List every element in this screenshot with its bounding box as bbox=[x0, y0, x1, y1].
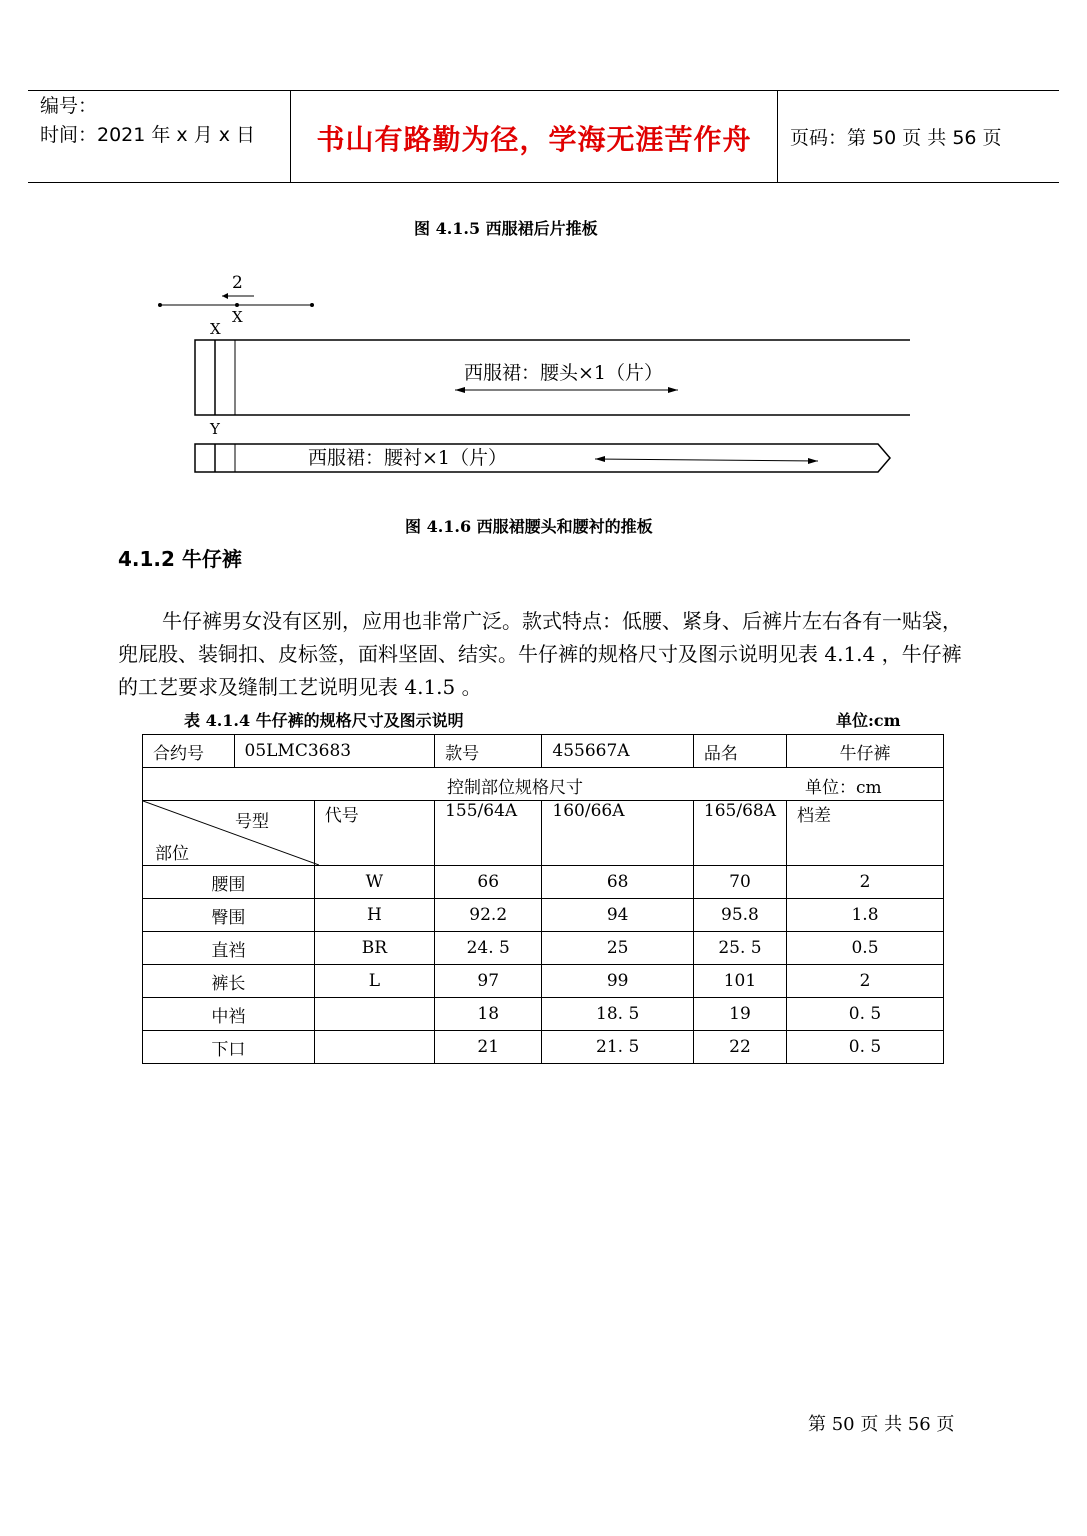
header-number-label: 编号： bbox=[40, 95, 98, 117]
header-meta bbox=[40, 92, 255, 150]
section-paragraph: 牛仔裤男女没有区别，应用也非常广泛。款式特点：低腰、紧身、后裤片左右各有一贴袋，兜屁股、装铜扣、皮标签，面料坚固、结实。牛仔裤的规格尺寸及图示说明见表 4.1.4 ，牛仔裤的工艺要求及缝制工艺说明见表 4.1.5 。 bbox=[118, 609, 962, 699]
arrow-head-icon bbox=[808, 458, 818, 464]
dimension-dot bbox=[235, 303, 239, 307]
table-title: 表 4.1.4 牛仔裤的规格尺寸及图示说明 bbox=[184, 711, 464, 730]
cell-size2: 25 bbox=[542, 932, 694, 965]
table-row bbox=[143, 735, 944, 768]
cell-code: W bbox=[314, 866, 434, 899]
cell-grade: 0. 5 bbox=[787, 998, 944, 1031]
cell-size3: 95.8 bbox=[693, 899, 786, 932]
cell-size3: 101 bbox=[693, 965, 786, 998]
cell-part: 中裆 bbox=[143, 998, 315, 1031]
cell-size3: 70 bbox=[693, 866, 786, 899]
cell-size2: 99 bbox=[542, 965, 694, 998]
cell-grade: 2 bbox=[787, 965, 944, 998]
cell-size3: 19 bbox=[693, 998, 786, 1031]
table-row bbox=[143, 932, 944, 965]
table-row bbox=[143, 866, 944, 899]
table-row bbox=[143, 1031, 944, 1064]
control-label: 控制部位规格尺寸 bbox=[447, 778, 583, 798]
dimension-dot bbox=[158, 303, 162, 307]
cell-size2: 94 bbox=[542, 899, 694, 932]
cell-part: 直裆 bbox=[143, 932, 315, 965]
size-header-2: 160/66A bbox=[542, 801, 694, 866]
cell-grade: 1.8 bbox=[787, 899, 944, 932]
cell-grade: 0.5 bbox=[787, 932, 944, 965]
lining-label: 西服裙：腰衬×1（片） bbox=[308, 447, 508, 469]
arrow-head-icon bbox=[668, 387, 678, 393]
header-divider bbox=[777, 90, 778, 182]
cell-part: 裤长 bbox=[143, 965, 315, 998]
cell-size2: 21. 5 bbox=[542, 1031, 694, 1064]
footer-page-label: 第 50 页 共 56 页 bbox=[808, 1414, 955, 1435]
size-header-1: 155/64A bbox=[435, 801, 542, 866]
arrow-head-icon bbox=[455, 387, 465, 393]
cell-grade: 0. 5 bbox=[787, 1031, 944, 1064]
table-header-row bbox=[143, 801, 944, 866]
dimension-dot bbox=[310, 303, 314, 307]
table-row bbox=[143, 768, 944, 801]
grade-header: 档差 bbox=[787, 801, 944, 866]
lining-outline bbox=[195, 444, 890, 472]
header-motto: 书山有路勤为径，学海无涯苦作舟 bbox=[316, 123, 752, 156]
table-row bbox=[143, 965, 944, 998]
diagonal-header bbox=[143, 801, 315, 866]
cell-code: L bbox=[314, 965, 434, 998]
label-x-top: X bbox=[232, 308, 243, 326]
label-x-left: X bbox=[210, 320, 221, 338]
cell-code: H bbox=[314, 899, 434, 932]
grain-line bbox=[595, 459, 818, 461]
product-value: 牛仔裤 bbox=[787, 735, 944, 768]
style-value: 455667A bbox=[542, 735, 694, 768]
spec-table bbox=[142, 734, 944, 1064]
waistband-figure bbox=[150, 268, 910, 478]
cell-size1: 18 bbox=[435, 998, 542, 1031]
code-header: 代号 bbox=[314, 801, 434, 866]
cell-part: 腰围 bbox=[143, 866, 315, 899]
cell-size1: 66 bbox=[435, 866, 542, 899]
control-unit: 单位：cm bbox=[805, 778, 882, 798]
dimension-value: 2 bbox=[232, 273, 243, 293]
cell-part: 下口 bbox=[143, 1031, 315, 1064]
cell-size1: 24. 5 bbox=[435, 932, 542, 965]
header-page-label: 页码：第 50 页 共 56 页 bbox=[790, 127, 1002, 149]
table-row bbox=[143, 899, 944, 932]
figure-caption-2: 图 4.1.6 西服裙腰头和腰衬的推板 bbox=[405, 517, 653, 536]
label-y: Y bbox=[210, 420, 220, 438]
figure-caption-1: 图 4.1.5 西服裙后片推板 bbox=[414, 219, 598, 238]
cell-size2: 18. 5 bbox=[542, 998, 694, 1031]
header-time-label: 时间：2021 年 x 月 x 日 bbox=[40, 124, 256, 146]
arrow-head-icon bbox=[595, 456, 605, 462]
cell-size1: 21 bbox=[435, 1031, 542, 1064]
cell-part: 臀围 bbox=[143, 899, 315, 932]
header-divider bbox=[290, 90, 291, 182]
cell-size3: 22 bbox=[693, 1031, 786, 1064]
waistband-label: 西服裙：腰头×1（片） bbox=[464, 362, 664, 384]
contract-value: 05LMC3683 bbox=[234, 735, 435, 768]
header-bottom-rule bbox=[28, 182, 1059, 183]
table-row bbox=[143, 998, 944, 1031]
contract-label: 合约号 bbox=[143, 735, 235, 768]
arrow-head-icon bbox=[222, 293, 228, 299]
diag-top-label: 号型 bbox=[235, 812, 269, 832]
product-label: 品名 bbox=[693, 735, 786, 768]
cell-size2: 68 bbox=[542, 866, 694, 899]
cell-size1: 92.2 bbox=[435, 899, 542, 932]
cell-code bbox=[314, 998, 434, 1031]
table-unit: 单位:cm bbox=[836, 711, 901, 730]
cell-size1: 97 bbox=[435, 965, 542, 998]
diag-bottom-label: 部位 bbox=[155, 844, 189, 864]
cell-code bbox=[314, 1031, 434, 1064]
style-label: 款号 bbox=[435, 735, 542, 768]
header-top-rule bbox=[28, 90, 1059, 91]
size-header-3: 165/68A bbox=[693, 801, 786, 866]
cell-size3: 25. 5 bbox=[693, 932, 786, 965]
cell-grade: 2 bbox=[787, 866, 944, 899]
cell-code: BR bbox=[314, 932, 434, 965]
section-heading: 4.1.2 牛仔裤 bbox=[118, 547, 242, 571]
